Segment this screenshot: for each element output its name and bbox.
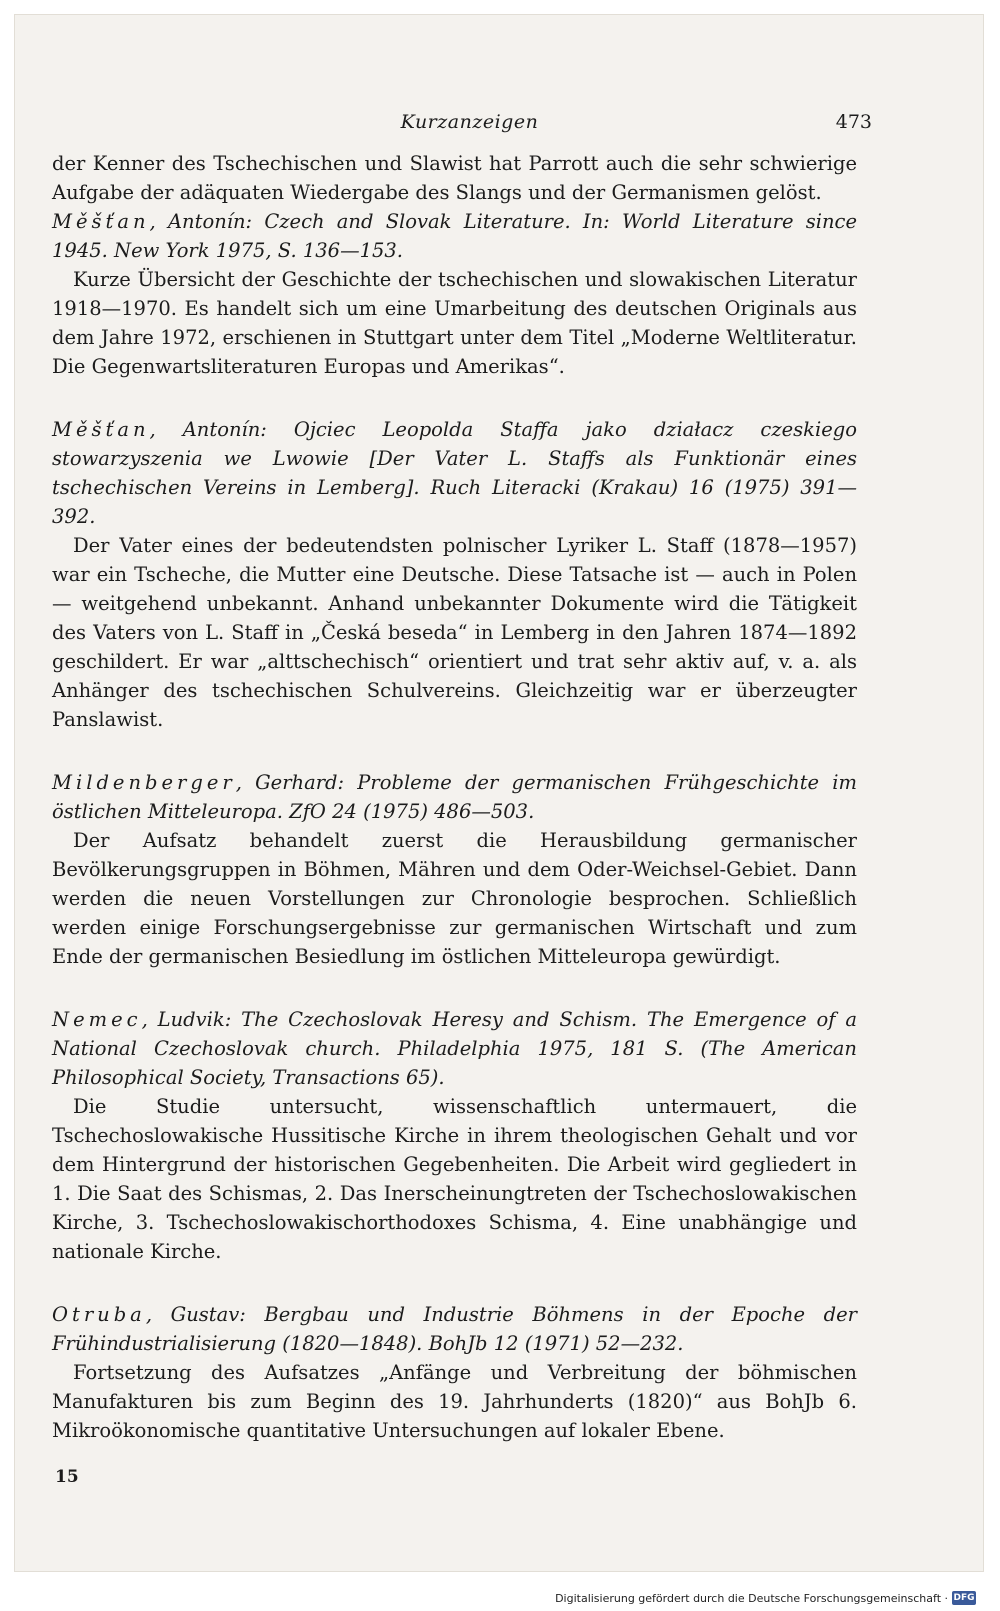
bibliography-entry xyxy=(52,415,857,734)
entry-author: Mildenberger xyxy=(52,771,236,794)
digitization-footer xyxy=(555,1591,976,1605)
entry-citation xyxy=(52,1300,857,1358)
entry-author: Nemec xyxy=(52,1008,142,1031)
entry-citation-text: , Antonín: Czech and Slovak Literature. In: World Literature since 1945. New York 1975, S. 136—153. xyxy=(52,210,857,262)
signature-mark: 15 xyxy=(55,1467,79,1487)
entry-abstract: Kurze Übersicht der Geschichte der tschechischen und slowakischen Literatur 1918—1970. Es handelt sich um eine Umarbeitung des deutschen Originals aus dem Jahre 1972, erschienen in Stuttgart unter dem Titel „Moderne Weltliteratur. Die Gegenwartsliteraturen Europas und Amerikas“. xyxy=(52,268,857,378)
entry-abstract: Der Aufsatz behandelt zuerst die Herausbildung germanischer Bevölkerungsgruppen in Böhmen, Mähren und dem Oder-Weichsel-Gebiet. Dann werden die neuen Vorstellungen zur Chronologie besprochen. Schließlich werden einige Forschungsergebnisse zur germanischen Wirtschaft und zum Ende der germanischen Besiedlung im östlichen Mitteleuropa gewürdigt. xyxy=(52,829,857,968)
entry-citation xyxy=(52,1005,857,1092)
entry-citation-text: , Ludvik: The Czechoslovak Heresy and Schism. The Emergence of a National Czechoslovak church. Philadelphia 1975, 181 S. (The American Philosophical Society, Transactions 65). xyxy=(52,1008,857,1089)
entry-abstract: Die Studie untersucht, wissenschaftlich untermauert, die Tschechoslowakische Hussitische Kirche in ihrem theologischen Gehalt und vor dem Hintergrund der historischen Gegebenheiten. Die Arbeit wird gegliedert in 1. Die Saat des Schismas, 2. Das Inerscheinungtreten der Tschechoslowakischen Kirche, 3. Tschechoslowakischorthodoxes Schisma, 4. Eine unabhängige und nationale Kirche. xyxy=(52,1095,857,1263)
entry-author: Měšťan xyxy=(52,418,150,441)
entry-citation xyxy=(52,207,857,265)
bibliography-entry xyxy=(52,207,857,381)
entry-author: Měšťan xyxy=(52,210,150,233)
footer-credit: Digitalisierung gefördert durch die Deutsche Forschungsgemeinschaft · xyxy=(555,1591,948,1605)
bibliography-entry xyxy=(52,768,857,971)
entry-citation xyxy=(52,415,857,531)
bibliography-entry xyxy=(52,1300,857,1445)
entry-author: Otruba xyxy=(52,1303,146,1326)
bibliography-entry xyxy=(52,1005,857,1266)
entry-citation-text: , Antonín: Ojciec Leopolda Staffa jako działacz czeskiego stowarzyszenia we Lwowie [Der Vater L. Staffs als Funktionär eines tschechischen Vereins in Lemberg]. Ruch Literacki (Krakau) 16 (1975) 391—392. xyxy=(52,418,857,528)
page-content xyxy=(52,149,857,1479)
entry-citation xyxy=(52,768,857,826)
page-header xyxy=(67,111,872,141)
continuation-paragraph: der Kenner des Tschechischen und Slawist hat Parrott auch die sehr schwierige Aufgabe der adäquaten Wiedergabe des Slangs und der Germanismen gelöst. xyxy=(52,152,857,204)
dfg-logo: DFG xyxy=(953,1593,975,1603)
entry-abstract: Fortsetzung des Aufsatzes „Anfänge und Verbreitung der böhmischen Manufakturen bis zum Beginn des 19. Jahrhunderts (1820)“ aus BohJb 6. Mikroökonomische quantitative Untersuchungen auf lokaler Ebene. xyxy=(52,1361,857,1442)
page-number: 473 xyxy=(835,111,872,133)
entry-abstract: Der Vater eines der bedeutendsten polnischer Lyriker L. Staff (1878—1957) war ein Tscheche, die Mutter eine Deutsche. Diese Tatsache ist — auch in Polen — weitgehend unbekannt. Anhand unbekannter Dokumente wird die Tätigkeit des Vaters von L. Staff in „Česká beseda“ in Lemberg in den Jahren 1874—1892 geschildert. Er war „alttschechisch“ orientiert und trat sehr aktiv auf, v. a. als Anhänger des tschechischen Schulvereins. Gleichzeitig war er überzeugter Panslawist. xyxy=(52,534,857,731)
entry-citation-text: , Gustav: Bergbau und Industrie Böhmens in der Epoche der Frühindustrialisierung (1820—1848). BohJb 12 (1971) 52—232. xyxy=(52,1303,857,1355)
entry-citation-text: , Gerhard: Probleme der germanischen Frühgeschichte im östlichen Mitteleuropa. ZfO 24 (1975) 486—503. xyxy=(52,771,857,823)
running-title: Kurzanzeigen xyxy=(400,111,539,133)
